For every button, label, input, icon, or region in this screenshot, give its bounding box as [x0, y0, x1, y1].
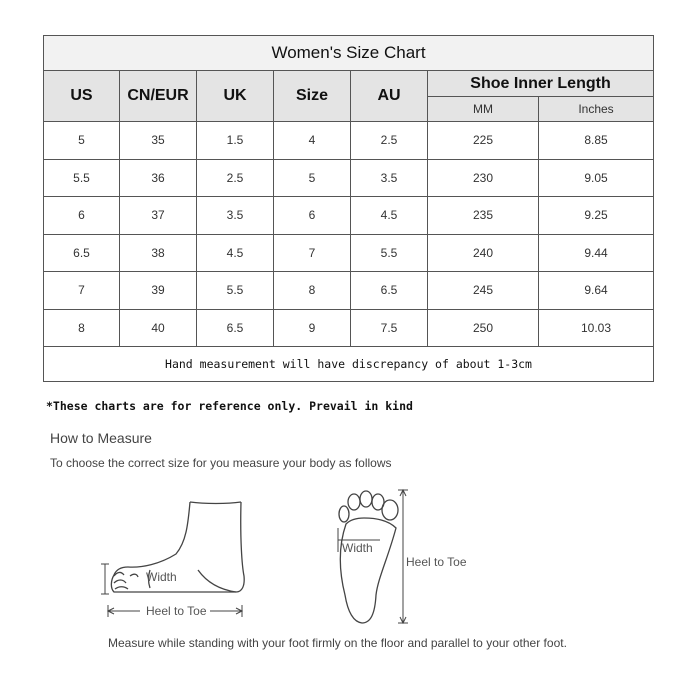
- cell-mm: 225: [428, 122, 539, 160]
- cell-uk: 4.5: [197, 234, 274, 272]
- cell-cn-eur: 39: [120, 272, 197, 310]
- table-row: [44, 234, 654, 272]
- cell-inches: 10.03: [539, 309, 654, 347]
- how-to-measure-title: How to Measure: [50, 430, 152, 446]
- cell-size: 5: [274, 159, 351, 197]
- cell-cn-eur: 36: [120, 159, 197, 197]
- cell-mm: 240: [428, 234, 539, 272]
- cell-us: 7: [44, 272, 120, 310]
- table-row: [44, 197, 654, 235]
- cell-inches: 8.85: [539, 122, 654, 160]
- table-row: [44, 272, 654, 310]
- foot-sole-icon: [339, 491, 398, 623]
- header-cn-eur: CN/EUR: [120, 71, 197, 122]
- header-us: US: [44, 71, 120, 122]
- foot-measurement-illustration: [90, 480, 510, 630]
- header-size: Size: [274, 71, 351, 122]
- cell-inches: 9.05: [539, 159, 654, 197]
- cell-us: 5: [44, 122, 120, 160]
- cell-uk: 5.5: [197, 272, 274, 310]
- table-title: Women's Size Chart: [44, 36, 654, 71]
- cell-inches: 9.64: [539, 272, 654, 310]
- cell-au: 2.5: [351, 122, 428, 160]
- cell-size: 7: [274, 234, 351, 272]
- cell-inches: 9.25: [539, 197, 654, 235]
- sole-heel-to-toe-label: Heel to Toe: [406, 555, 467, 569]
- cell-us: 6: [44, 197, 120, 235]
- cell-uk: 3.5: [197, 197, 274, 235]
- side-width-marker: [101, 564, 109, 594]
- size-chart-table: [43, 35, 654, 382]
- cell-au: 6.5: [351, 272, 428, 310]
- measure-instruction: Measure while standing with your foot firmly on the floor and parallel to your other foot.: [108, 636, 567, 650]
- header-mm: MM: [428, 97, 539, 122]
- sole-width-label: Width: [342, 541, 373, 555]
- cell-uk: 2.5: [197, 159, 274, 197]
- cell-mm: 250: [428, 309, 539, 347]
- cell-us: 6.5: [44, 234, 120, 272]
- cell-cn-eur: 35: [120, 122, 197, 160]
- side-width-label: Width: [146, 570, 177, 584]
- header-shoe-inner-length: Shoe Inner Length: [428, 71, 654, 97]
- measurement-note: Hand measurement will have discrepancy of about 1-3cm: [44, 347, 654, 382]
- cell-mm: 245: [428, 272, 539, 310]
- cell-us: 8: [44, 309, 120, 347]
- cell-inches: 9.44: [539, 234, 654, 272]
- cell-size: 8: [274, 272, 351, 310]
- header-inches: Inches: [539, 97, 654, 122]
- cell-size: 4: [274, 122, 351, 160]
- header-uk: UK: [197, 71, 274, 122]
- cell-cn-eur: 40: [120, 309, 197, 347]
- cell-cn-eur: 38: [120, 234, 197, 272]
- cell-uk: 6.5: [197, 309, 274, 347]
- reference-disclaimer: *These charts are for reference only. Prevail in kind: [46, 399, 413, 413]
- table-row: [44, 159, 654, 197]
- cell-au: 3.5: [351, 159, 428, 197]
- cell-au: 4.5: [351, 197, 428, 235]
- cell-size: 6: [274, 197, 351, 235]
- cell-us: 5.5: [44, 159, 120, 197]
- cell-au: 5.5: [351, 234, 428, 272]
- foot-side-view-icon: [111, 502, 244, 592]
- cell-cn-eur: 37: [120, 197, 197, 235]
- cell-mm: 230: [428, 159, 539, 197]
- cell-au: 7.5: [351, 309, 428, 347]
- cell-mm: 235: [428, 197, 539, 235]
- header-au: AU: [351, 71, 428, 122]
- side-heel-to-toe-label: Heel to Toe: [146, 604, 207, 618]
- table-row: [44, 122, 654, 160]
- table-row: [44, 309, 654, 347]
- how-to-measure-subtitle: To choose the correct size for you measure your body as follows: [50, 456, 392, 470]
- cell-size: 9: [274, 309, 351, 347]
- cell-uk: 1.5: [197, 122, 274, 160]
